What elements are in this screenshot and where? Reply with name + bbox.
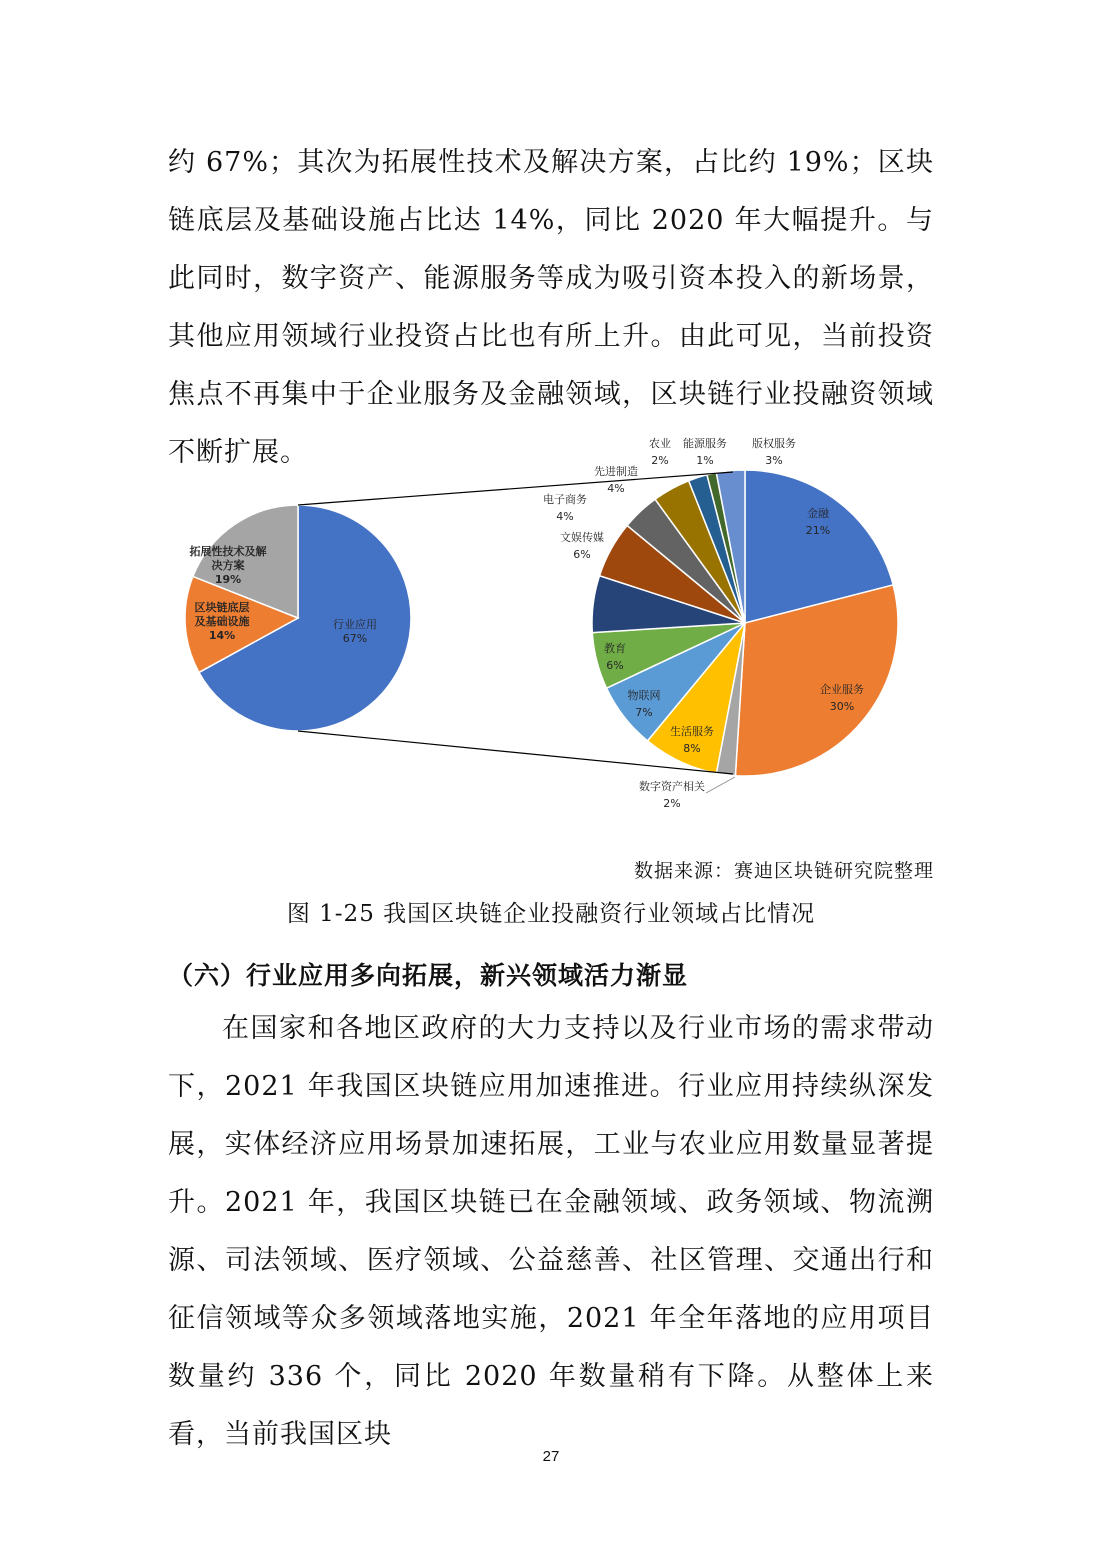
bottom-paragraph-text: 在国家和各地区政府的大力支持以及行业市场的需求带动下，2021 年我国区块链应用加速推进。行业应用持续纵深发展，实体经济应用场景加速拓展，工业与农业应用数量显著提升。2021 年，我国区块链已在金融领域、政务领域、物流溯源、司法领域、医疗领域、公益慈善、社区管理、交通出行和征信领域等众多领域落地实施，2021 年全年落地的应用项目数量约 336 个，同比 2020 年数量稍有下降。从整体上来看，当前我国区块 [168, 1013, 934, 1450]
right-pie-label: 能源服务 [683, 437, 727, 450]
left-pie-label: 行业应用 [333, 618, 377, 631]
right-pie-label: 先进制造 [594, 465, 638, 478]
leader-line [706, 777, 735, 793]
bottom-paragraph [168, 1000, 934, 1464]
right-pie-value: 4% [607, 482, 625, 495]
right-pie-label: 农业 [649, 437, 671, 450]
right-pie-value: 2% [651, 454, 669, 467]
left-pie-value: 19% [214, 573, 242, 586]
right-pie-value: 3% [765, 454, 783, 467]
right-pie-label: 版权服务 [752, 437, 796, 450]
left-pie-label: 区块链底层 [194, 601, 250, 614]
figure-caption: 图 1-25 我国区块链企业投融资行业领域占比情况 [286, 901, 816, 927]
left-pie-label: 拓展性技术及解 [189, 545, 267, 558]
section-heading: （六）行业应用多向拓展，新兴领域活力渐显 [168, 961, 689, 990]
left-pie-value: 14% [208, 629, 236, 642]
right-pie-value: 2% [663, 797, 681, 810]
right-pie-label: 企业服务 [820, 683, 864, 696]
pie-of-pie-chart [160, 425, 950, 825]
right-pie-value: 8% [683, 742, 701, 755]
right-pie-value: 21% [805, 524, 831, 537]
right-pie-label: 电子商务 [543, 493, 587, 506]
right-pie-value: 30% [829, 700, 855, 713]
right-pie-label: 金融 [807, 507, 829, 520]
right-pie-label: 物联网 [627, 689, 661, 702]
right-pie-label: 文娱传媒 [560, 531, 604, 544]
right-pie-label: 生活服务 [670, 725, 714, 738]
right-pie-value: 6% [573, 548, 591, 561]
right-pie-value: 1% [696, 454, 714, 467]
left-pie-value: 67% [342, 632, 368, 645]
right-pie-label: 数字资产相关 [639, 780, 705, 793]
page-number: 27 [542, 1448, 560, 1465]
right-pie-label: 教育 [604, 642, 626, 655]
right-pie-value: 4% [556, 510, 574, 523]
left-pie-label: 决方案 [211, 559, 245, 572]
chart-svg [160, 425, 950, 825]
source-note: 数据来源：赛迪区块链研究院整理 [633, 860, 934, 882]
top-paragraph-text: 约 67%；其次为拓展性技术及解决方案，占比约 19%；区块链底层及基础设施占比达 14%，同比 2020 年大幅提升。与此同时，数字资产、能源服务等成为吸引资本投入的新场景，其他应用领域行业投资占比也有所上升。由此可见，当前投资焦点不再集中于企业服务及金融领域，区块链行业投融资领域不断扩展。 [168, 147, 934, 468]
left-pie-label: 及基础设施 [194, 615, 250, 628]
right-pie-value: 7% [635, 706, 653, 719]
right-pie-value: 6% [606, 659, 624, 672]
